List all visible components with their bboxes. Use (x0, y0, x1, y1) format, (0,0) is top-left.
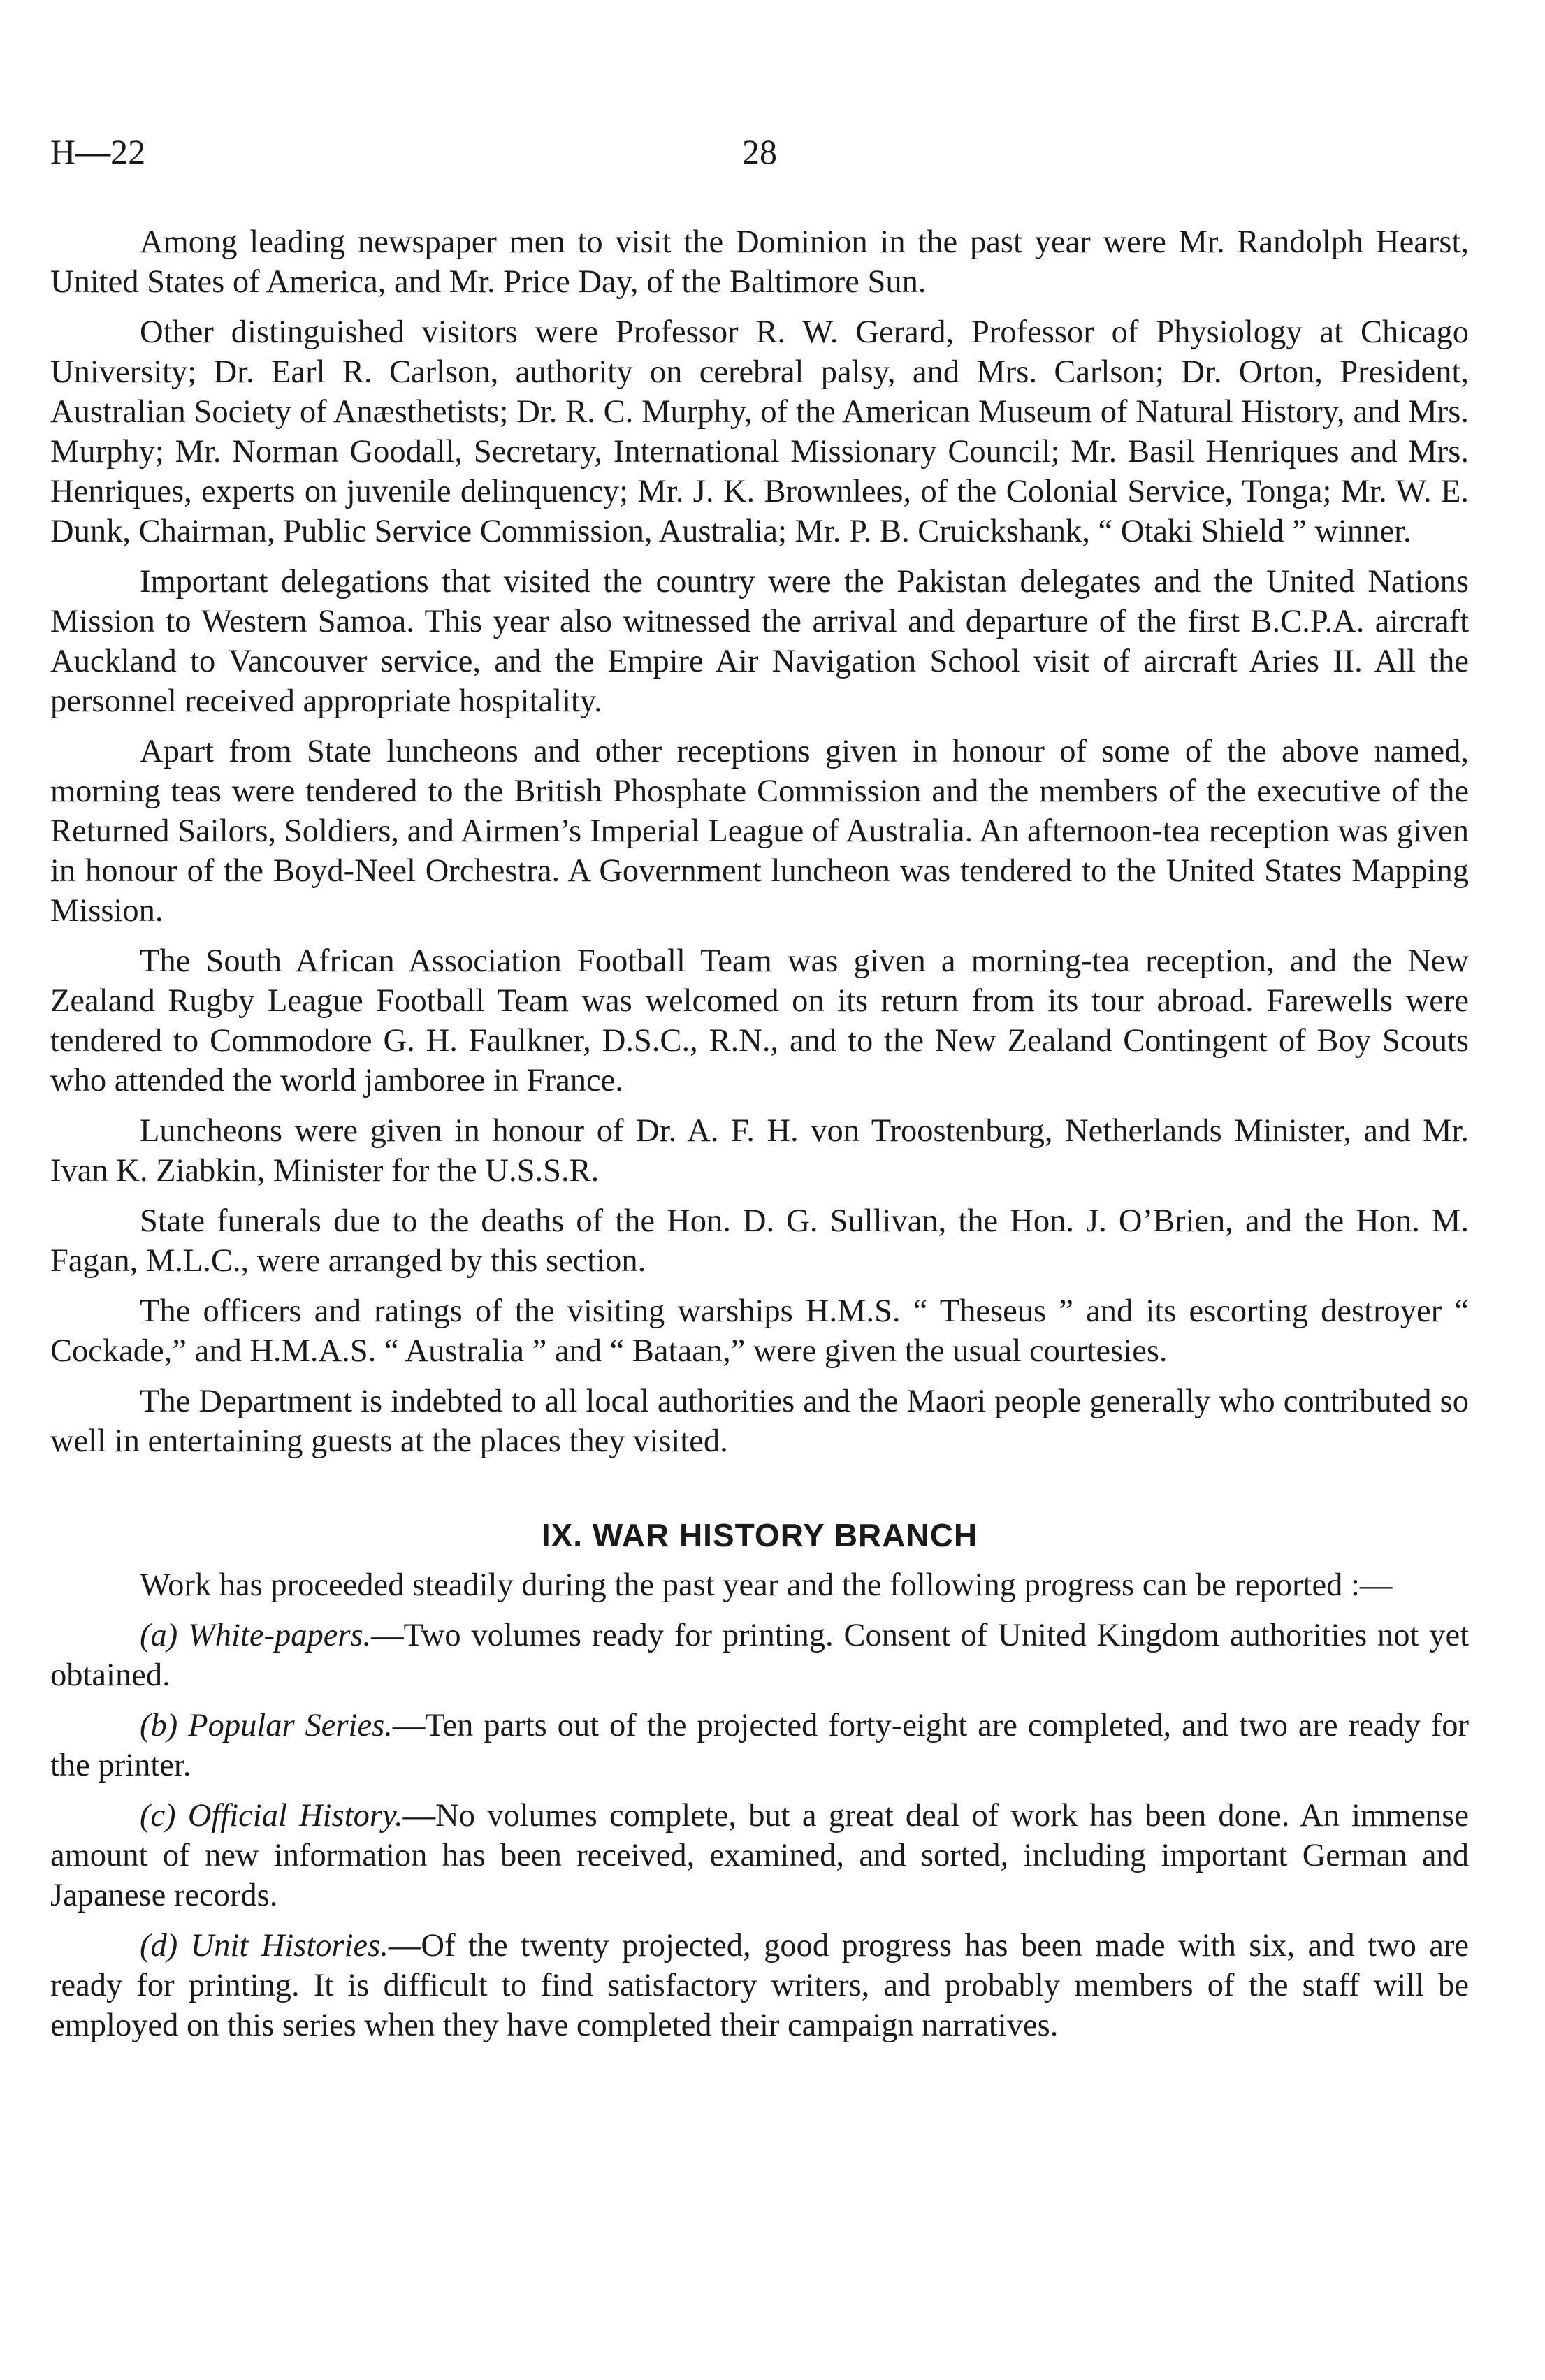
item-title: White-papers. (188, 1618, 372, 1653)
progress-item-white-papers (50, 1616, 1469, 1695)
document-body (50, 222, 1469, 2056)
item-label: (d) (140, 1928, 178, 1964)
paragraph-delegations: Important delegations that visited the country were the Pakistan delegates and the United Nations Mission to Western Samoa. This year also witnessed the arrival and departure of the first B.C.P.A. aircraft Auckland to Vancouver service, and the Empire Air Navigation School visit of aircraft Aries II. All the personnel received appropriate hospitality. (50, 564, 1469, 719)
item-text: —No volumes complete, but a great deal of work has been done. An immense amount of new information has been received, examined, and sorted, including important German and Japanese records. (50, 1798, 1470, 1913)
section-intro: Work has proceeded steadily during the past year and the following progress can be reported :— (140, 1567, 1393, 1603)
page-number: 28 (742, 132, 777, 171)
paragraph-state-funerals: State funerals due to the deaths of the Hon. D. G. Sullivan, the Hon. J. O’Brien, and the Hon. M. Fagan, M.L.C., were arranged by this section. (50, 1203, 1469, 1279)
item-title: Official History. (187, 1798, 403, 1834)
progress-item-unit-histories (50, 1926, 1469, 2045)
paragraph-sports-teams: The South African Association Football Team was given a morning-tea reception, and the New Zealand Rugby League Football Team was welcomed on its return from its tour abroad. Farewells were tendered to Commodore G. H. Faulkner, D.S.C., R.N., and to the New Zealand Contingent of Boy Scouts who attended the world jamboree in France. (50, 943, 1469, 1098)
paragraph-luncheons: Luncheons were given in honour of Dr. A. F. H. von Troostenburg, Netherlands Minister, and Mr. Ivan K. Ziabkin, Minister for the U.S.S.R. (50, 1113, 1469, 1189)
item-label: (c) (140, 1798, 176, 1834)
item-text: —Ten parts out of the projected forty-eight are completed, and two are ready for the printer. (50, 1708, 1470, 1783)
paragraph-newspaper-men: Among leading newspaper men to visit the Dominion in the past year were Mr. Randolph Hearst, United States of America, and Mr. Price Day, of the Baltimore Sun. (50, 224, 1469, 300)
page-code: H—22 (50, 132, 146, 171)
item-title: Unit Histories. (190, 1928, 389, 1964)
page-header (50, 131, 1469, 173)
item-label: (b) (140, 1708, 178, 1743)
section-heading: IX. WAR HISTORY BRANCH (541, 1517, 978, 1553)
paragraph-receptions: Apart from State luncheons and other receptions given in honour of some of the above named, morning teas were tendered to the British Phosphate Commission and the members of the executive of the Returned Sailors, Soldiers, and Airmen’s Imperial League of Australia. An afternoon-tea reception was given in honour of the Boyd-Neel Orchestra. A Government luncheon was tendered to the United States Mapping Mission. (50, 734, 1469, 929)
item-text: —Of the twenty projected, good progress has been made with six, and two are ready for printing. It is difficult to find satisfactory writers, and probably members of the staff will be employed on this series when they have completed their campaign narratives. (50, 1928, 1470, 2043)
paragraph-warships: The officers and ratings of the visiting warships H.M.S. “ Theseus ” and its escorting destroyer “ Cockade,” and H.M.A.S. “ Australia ” and “ Bataan,” were given the usual courtesies. (50, 1293, 1469, 1369)
item-title: Popular Series. (188, 1708, 393, 1743)
item-text: —Two volumes ready for printing. Consent of United Kingdom authorities not yet obtained. (50, 1618, 1469, 1693)
paragraph-distinguished-visitors: Other distinguished visitors were Professor R. W. Gerard, Professor of Physiology at Chicago University; Dr. Earl R. Carlson, authority on cerebral palsy, and Mrs. Carlson; Dr. Orton, President, Australian Society of Anæsthetists; Dr. R. C. Murphy, of the American Museum of Natural History, and Mrs. Murphy; Mr. Norman Goodall, Secretary, International Missionary Council; Mr. Basil Henriques and Mrs. Henriques, experts on juvenile delinquency; Mr. J. K. Brownlees, of the Colonial Service, Tonga; Mr. W. E. Dunk, Chairman, Public Service Commission, Australia; Mr. P. B. Cruickshank, “ Otaki Shield ” winner. (50, 314, 1469, 549)
progress-item-official-history (50, 1796, 1469, 1915)
progress-item-popular-series (50, 1706, 1469, 1785)
item-label: (a) (140, 1618, 178, 1653)
paragraph-acknowledgement: The Department is indebted to all local authorities and the Maori people generally who contributed so well in entertaining guests at the places they visited. (50, 1384, 1469, 1459)
